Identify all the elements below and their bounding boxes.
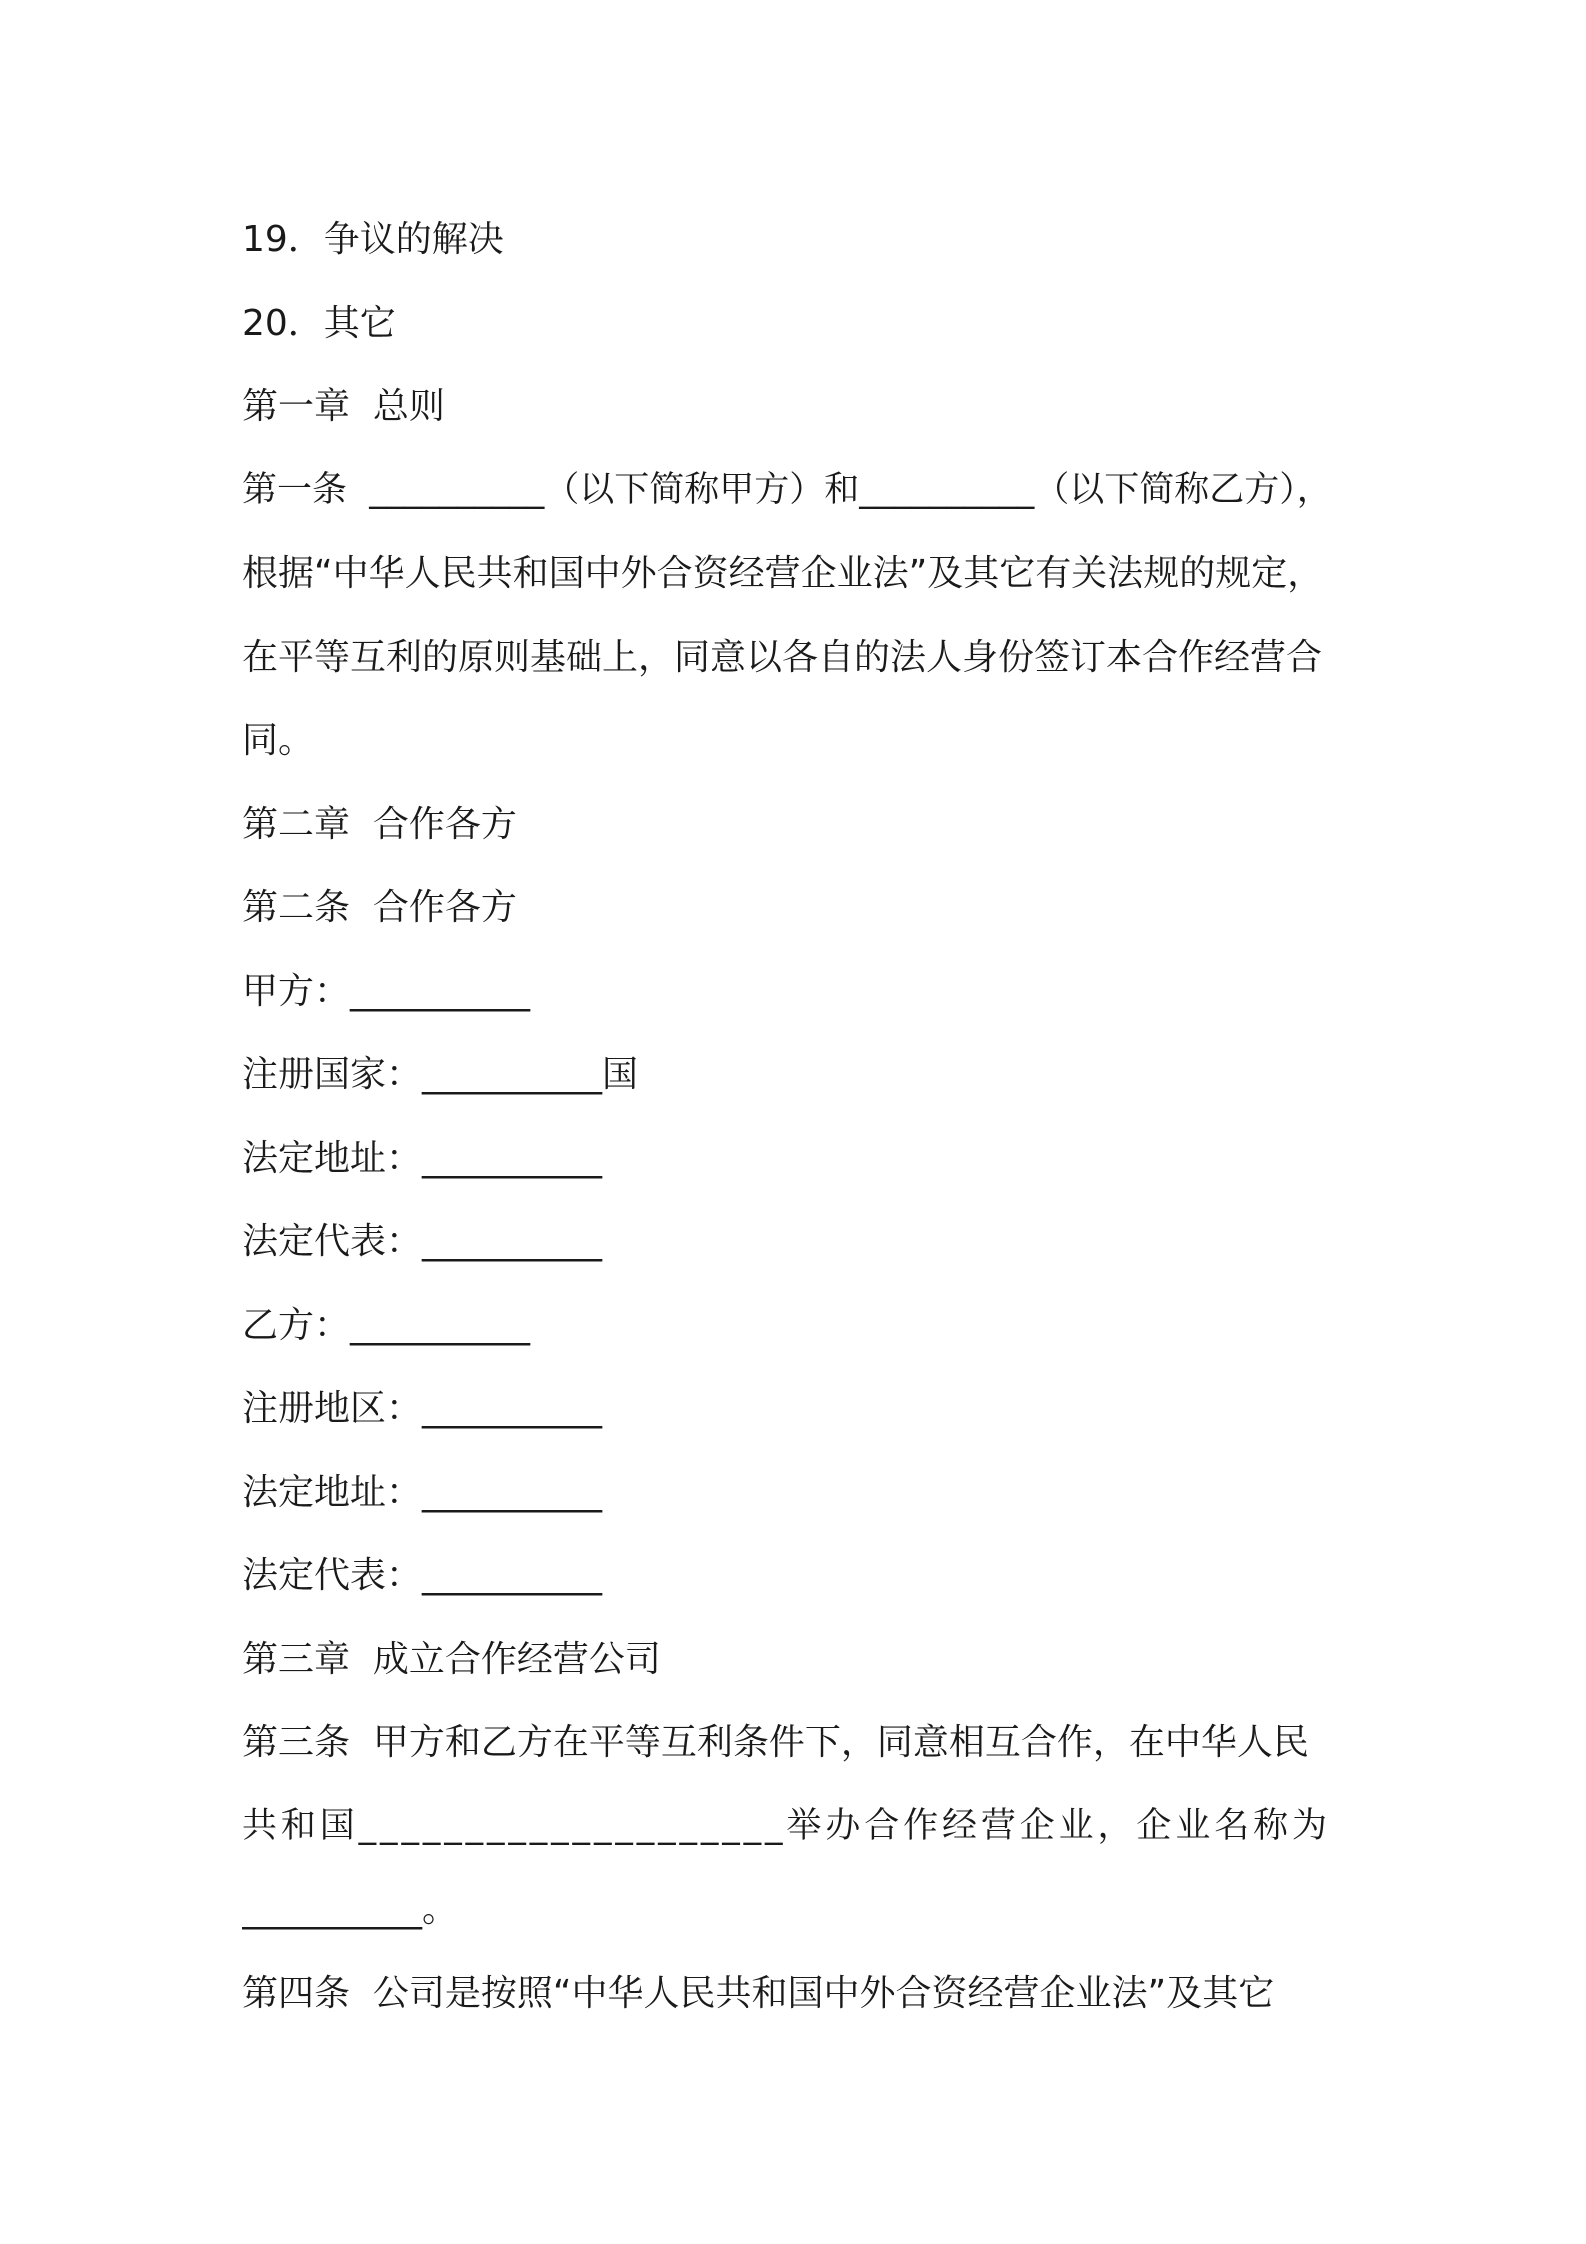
toc-item-19: 19．争议的解决	[242, 219, 504, 260]
article-1-line-3: 在平等互利的原则基础上，同意以各自的法人身份签订本合作经营合	[242, 636, 1323, 678]
chapter-2-heading: 第二章 合作各方	[242, 803, 517, 845]
article-3-line-2	[242, 1785, 1354, 1869]
article-1-line-4: 同。	[242, 720, 315, 761]
party-b-region: 注册地区：__________	[242, 1388, 603, 1429]
article-1-line-1: 第一条 __________（以下简称甲方）和__________（以下简称乙方），	[242, 469, 1332, 510]
document-page	[242, 198, 1354, 2035]
party-a-country: 注册国家：__________国	[242, 1054, 639, 1095]
toc-item-20: 20．其它	[242, 302, 396, 344]
article-3-line-2-text: 共和国____________________举办合作经营企业，企业名称为	[242, 1805, 1331, 1846]
article-3-line-3: __________。	[242, 1889, 459, 1930]
party-a-address: 法定地址：__________	[242, 1137, 603, 1179]
chapter-1-heading: 第一章 总则	[242, 386, 445, 427]
party-b-representative: 法定代表：__________	[242, 1555, 603, 1596]
party-b-address: 法定地址：__________	[242, 1471, 603, 1513]
article-4-line-1: 第四条 公司是按照“中华人民共和国中外合资经营企业法”及其它	[242, 1972, 1275, 2014]
article-1-line-2: 根据“中华人民共和国中外合资经营企业法”及其它有关法规的规定，	[242, 553, 1324, 594]
party-b-name: 乙方：__________	[242, 1304, 531, 1346]
party-a-representative: 法定代表：__________	[242, 1221, 603, 1262]
party-a-name: 甲方：__________	[242, 970, 531, 1012]
article-2-heading: 第二条 合作各方	[242, 887, 517, 928]
chapter-3-heading: 第三章 成立合作经营公司	[242, 1638, 661, 1680]
article-3-line-1: 第三条 甲方和乙方在平等互利条件下，同意相互合作，在中华人民	[242, 1722, 1309, 1763]
